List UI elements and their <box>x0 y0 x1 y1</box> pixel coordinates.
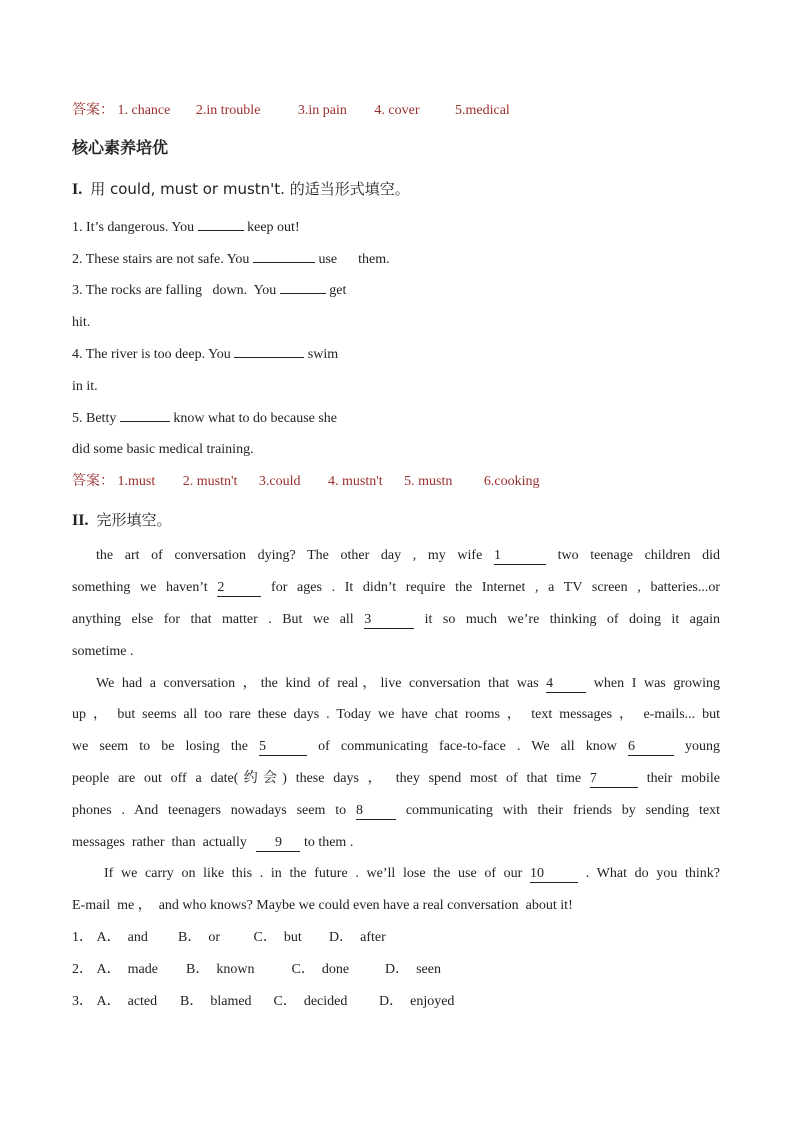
passage-text: we seem to be losing the <box>72 739 248 754</box>
answer-item: 2. mustn't <box>182 474 238 489</box>
fill-blank <box>120 421 170 422</box>
part1-instruction: 用 could, must or mustn't. 的适当形式填空。 <box>90 180 410 198</box>
passage-line <box>72 769 720 789</box>
question-4 <box>72 345 338 365</box>
cloze-blank-1: 1 <box>494 548 546 565</box>
q2-after: use them. <box>318 252 390 267</box>
q2-before: 2. These stairs are not safe. You <box>72 252 250 267</box>
cloze-blank-10: 10 <box>530 866 578 883</box>
passage-line: up ， but seems all too rare these days . Today we have chat rooms ， text messages ， e-mails... but <box>72 707 720 722</box>
answer-line-2 <box>72 472 539 492</box>
passage-text: young <box>685 739 721 754</box>
passage-text: people are out off a date(约会) these days ， they spend most of that time <box>72 771 582 786</box>
passage-line <box>104 864 720 884</box>
question-4-cont: in it. <box>72 379 98 394</box>
passage-text: for ages . It didn’t require the Internet , a TV screen , batteries...or <box>271 580 721 595</box>
question-5-cont: did some basic medical training. <box>72 442 254 457</box>
option-c: C． done <box>291 962 350 977</box>
answer-item: 6.cooking <box>483 474 540 489</box>
part2-numeral: II. <box>72 512 89 529</box>
cloze-blank-2: 2 <box>217 580 261 597</box>
section-heading: 核心素养培优 <box>72 138 169 157</box>
option-a: A． acted <box>96 994 158 1009</box>
option-c: C． but <box>253 930 302 945</box>
answer-item: 5.medical <box>455 103 510 118</box>
option-b: B． known <box>186 962 255 977</box>
option-d: D． enjoyed <box>379 994 455 1009</box>
option-number: 1． <box>72 930 93 945</box>
passage-text: phones . And teenagers nowadays seem to <box>72 803 347 818</box>
option-d: D． seen <box>385 962 441 977</box>
answer-item: 4. mustn't <box>327 474 383 489</box>
cloze-blank-5: 5 <box>259 739 307 756</box>
passage-text: If we carry on like this . in the future . we’ll lose the use of our <box>104 866 523 881</box>
passage-text: the art of conversation dying? The other day , my wife <box>96 548 483 563</box>
passage-text: to them . <box>303 835 354 850</box>
question-1 <box>72 218 300 238</box>
q3-after: get <box>329 283 347 298</box>
option-b: B． or <box>178 930 220 945</box>
q1-after: keep out! <box>247 220 300 235</box>
fill-blank <box>234 357 304 358</box>
q4-before: 4. The river is too deep. You <box>72 347 231 362</box>
passage-line <box>72 610 720 630</box>
option-a: A． made <box>96 962 158 977</box>
passage-text: it so much we’re thinking of doing it again <box>424 612 721 627</box>
part1-numeral: I. <box>72 181 83 198</box>
passage-text: anything else for that matter . But we all <box>72 612 354 627</box>
passage-line <box>96 546 720 566</box>
q3-before: 3. The rocks are falling down. You <box>72 283 277 298</box>
cloze-blank-3: 3 <box>364 612 414 629</box>
passage-text: when I was growing <box>593 676 720 691</box>
q1-before: 1. It’s dangerous. You <box>72 220 195 235</box>
part1-title <box>72 179 410 200</box>
answer-label: 答案： <box>72 474 114 489</box>
part2-title <box>72 510 171 531</box>
passage-text: two teenage children did <box>557 548 720 563</box>
passage-text: something we haven’t <box>72 580 208 595</box>
option-number: 3． <box>72 994 93 1009</box>
answer-label: 答案： <box>72 103 114 118</box>
fill-blank <box>253 262 315 263</box>
option-row-1 <box>72 928 386 948</box>
answer-item: 1. chance <box>117 103 171 118</box>
q5-before: 5. Betty <box>72 411 117 426</box>
question-3 <box>72 281 346 301</box>
answer-item: 4. cover <box>374 103 420 118</box>
cloze-blank-7: 7 <box>590 771 638 788</box>
cloze-blank-6: 6 <box>628 739 674 756</box>
option-row-3 <box>72 992 454 1012</box>
passage-line <box>72 801 720 821</box>
passage-text: communicating with their friends by sending text <box>405 803 721 818</box>
option-c: C． decided <box>273 994 348 1009</box>
q5-after: know what to do because she <box>173 411 338 426</box>
answer-line-1 <box>72 101 510 121</box>
part2-instruction: 完形填空。 <box>96 511 172 529</box>
q4-after: swim <box>307 347 339 362</box>
option-d: D． after <box>329 930 386 945</box>
passage-text: . What do you think? <box>585 866 721 881</box>
passage-text: of communicating face-to-face . We all know <box>318 739 617 754</box>
option-b: B． blamed <box>180 994 252 1009</box>
passage-text: messages rather than actually <box>72 835 247 850</box>
passage-line: E-mail me ， and who knows? Maybe we could even have a real conversation about it! <box>72 898 573 913</box>
option-a: A． and <box>96 930 148 945</box>
passage-line <box>72 737 720 757</box>
cloze-blank-9: 9 <box>256 835 300 852</box>
question-2 <box>72 250 390 270</box>
question-5 <box>72 409 337 429</box>
passage-line <box>72 833 353 853</box>
passage-line <box>72 578 720 598</box>
passage-line <box>96 674 720 694</box>
fill-blank <box>198 230 244 231</box>
answer-item: 2.in trouble <box>195 103 261 118</box>
passage-text: their mobile <box>646 771 721 786</box>
passage-line: sometime . <box>72 644 134 659</box>
answer-item: 5. mustn <box>404 474 453 489</box>
question-3-cont: hit. <box>72 315 91 330</box>
cloze-blank-8: 8 <box>356 803 396 820</box>
answer-item: 3.in pain <box>297 103 347 118</box>
passage-text: We had a conversation ，the kind of real，live conversation that was <box>96 676 539 691</box>
fill-blank <box>280 293 326 294</box>
answer-item: 3.could <box>258 474 301 489</box>
option-number: 2． <box>72 962 93 977</box>
cloze-blank-4: 4 <box>546 676 586 693</box>
option-row-2 <box>72 960 441 980</box>
answer-item: 1.must <box>117 474 156 489</box>
